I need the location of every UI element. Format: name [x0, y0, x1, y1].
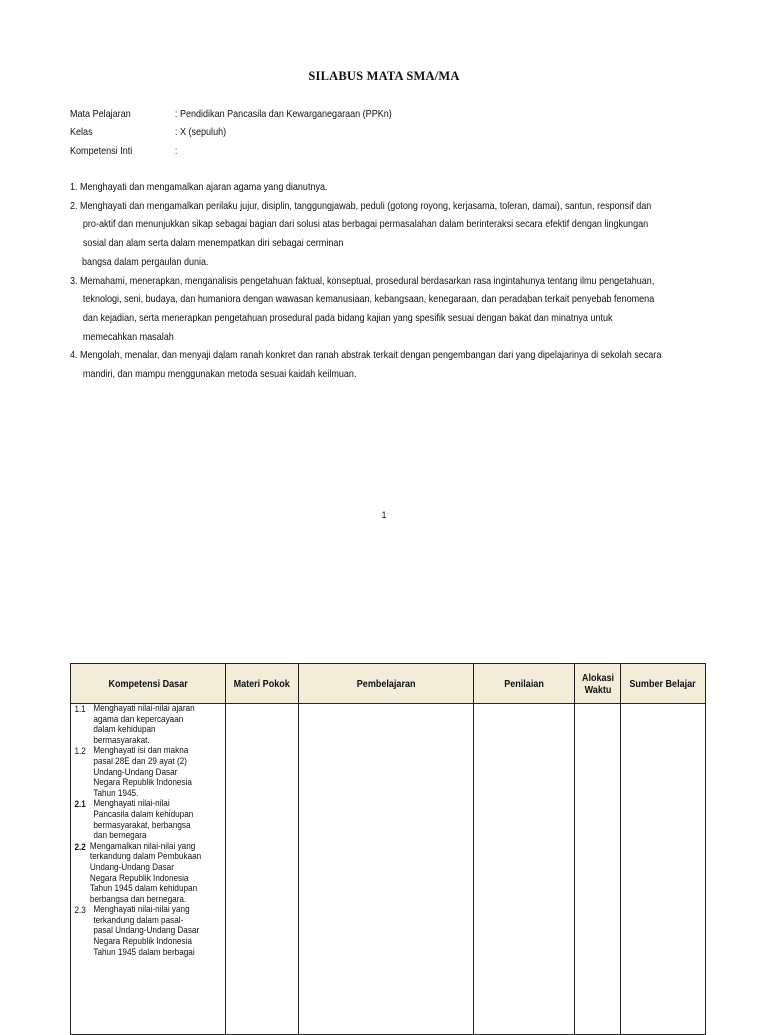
- ki-item-3-line-1: 3. Memahami, menerapkan, menganalisis pengetahuan faktual, konseptual, prosedural berdasarkan rasa ingintahunya tentang ilmu pengetahuan,: [70, 274, 655, 287]
- penilaian-cell: [474, 704, 575, 1035]
- document-title: SILABUS MATA SMA/MA: [308, 69, 460, 83]
- ki-item-2-line-2: pro-aktif dan menunjukkan sikap sebagai bagian dari solusi atas berbagai permasalahan dalam berinteraksi secara efektif dengan lingkungan: [82, 218, 649, 231]
- kd-text: Menghayati nilai-nilai ajaran agama dan kepercayaan dalam kehidupan bermasyarakat.: [93, 703, 195, 746]
- page-number: 1: [381, 510, 387, 520]
- kd-text: Menghayati nilai-nilai Pancasila dalam kehidupan bermasyarakat, berbangsa dan bernegara: [93, 798, 194, 842]
- alokasi-waktu-cell: [575, 704, 621, 1035]
- header-materi-pokok: Materi Pokok: [226, 664, 299, 704]
- ki-item-4-line-2: mandiri, dan mampu menggunakan metoda sesuai kaidah keilmuan.: [82, 368, 357, 381]
- ki-item-2-line-1: 2. Menghayati dan mengamalkan perilaku jujur, disiplin, tanggungjawab, peduli (gotong royong, kerjasama, toleran, damai), santun, responsif dan: [70, 199, 652, 212]
- ki-item-3-line-4: memecahkan masalah: [82, 330, 174, 343]
- list-item: [74, 799, 203, 841]
- kd-number: 1.1: [74, 704, 86, 715]
- meta-ki-row: [70, 145, 177, 157]
- ki-item-2-line-4: bangsa dalam pergaulan dunia.: [82, 255, 209, 268]
- kd-text: Menghayati isi dan makna pasal 28E dan 29 ayat (2) Undang-Undang Dasar Negara Republik Indonesia Tahun 1945.: [93, 745, 192, 799]
- ki-item-4-line-1: 4. Mengolah, menalar, dan menyaji dalam ranah konkret dan ranah abstrak terkait dengan pengembangan dari yang dipelajarinya di sekolah secara: [70, 349, 662, 362]
- ki-item-3-line-2: teknologi, seni, budaya, dan humaniora dengan wawasan kemanusiaan, kebangsaan, kenegaraan, dan peradaban terkait penyebab fenomena: [82, 293, 655, 306]
- kd-number: 2.3: [74, 905, 86, 917]
- ki-label: Kompetensi Inti: [70, 145, 133, 157]
- kd-list: [71, 704, 203, 958]
- list-item: [74, 905, 203, 958]
- kompetensi-dasar-cell: [71, 704, 226, 1035]
- kd-text: Menghayati nilai-nilai yang terkandung dalam pasal-pasal Undang-Undang Dasar Negara Republik Indonesia Tahun 1945 dalam berbagai: [93, 904, 200, 958]
- kompetensi-inti-list: [70, 178, 700, 384]
- header-alokasi-waktu: Alokasi Waktu: [575, 664, 621, 704]
- pembelajaran-cell: [299, 704, 474, 1035]
- class-label: Kelas: [70, 126, 93, 138]
- meta-subject-row: [70, 108, 392, 120]
- list-item: [74, 704, 203, 746]
- syllabus-table: [70, 663, 706, 1035]
- kd-text: Mengamalkan nilai-nilai yang terkandung dalam Pembukaan Undang-Undang Dasar Negara Republik Indonesia Tahun 1945 dalam kehidupan berbangsa dan bernegara.: [89, 840, 202, 905]
- header-penilaian: Penilaian: [474, 664, 575, 704]
- kd-number: 1.2: [74, 746, 86, 758]
- table-header-row: [71, 664, 706, 704]
- ki-item-1: 1. Menghayati dan mengamalkan ajaran agama yang dianutnya.: [70, 181, 328, 193]
- header-pembelajaran: Pembelajaran: [299, 664, 474, 704]
- materi-pokok-cell: [226, 704, 299, 1035]
- ki-item-3-line-3: dan kejadian, serta menerapkan pengetahuan prosedural pada bidang kajian yang spesifik sesuai dengan bakat dan minatnya untuk: [82, 311, 613, 324]
- table-row: [71, 704, 706, 1035]
- header-sumber-belajar: Sumber Belajar: [621, 664, 706, 704]
- list-item: [74, 842, 203, 906]
- ki-value: :: [174, 145, 178, 157]
- subject-label: Mata Pelajaran: [70, 108, 131, 120]
- header-kompetensi-dasar: Kompetensi Dasar: [71, 664, 226, 704]
- sumber-belajar-cell: [621, 704, 706, 1035]
- kd-number: 2.2: [74, 841, 86, 853]
- ki-item-2-line-3: sosial dan alam serta dalam menempatkan diri sebagai cerminan: [82, 237, 344, 250]
- meta-class-row: [70, 126, 226, 138]
- kd-number: 2.1: [74, 799, 86, 811]
- class-value: : X (sepuluh): [174, 126, 227, 138]
- subject-value: : Pendidikan Pancasila dan Kewarganegaraan (PPKn): [174, 108, 392, 120]
- list-item: [74, 746, 203, 799]
